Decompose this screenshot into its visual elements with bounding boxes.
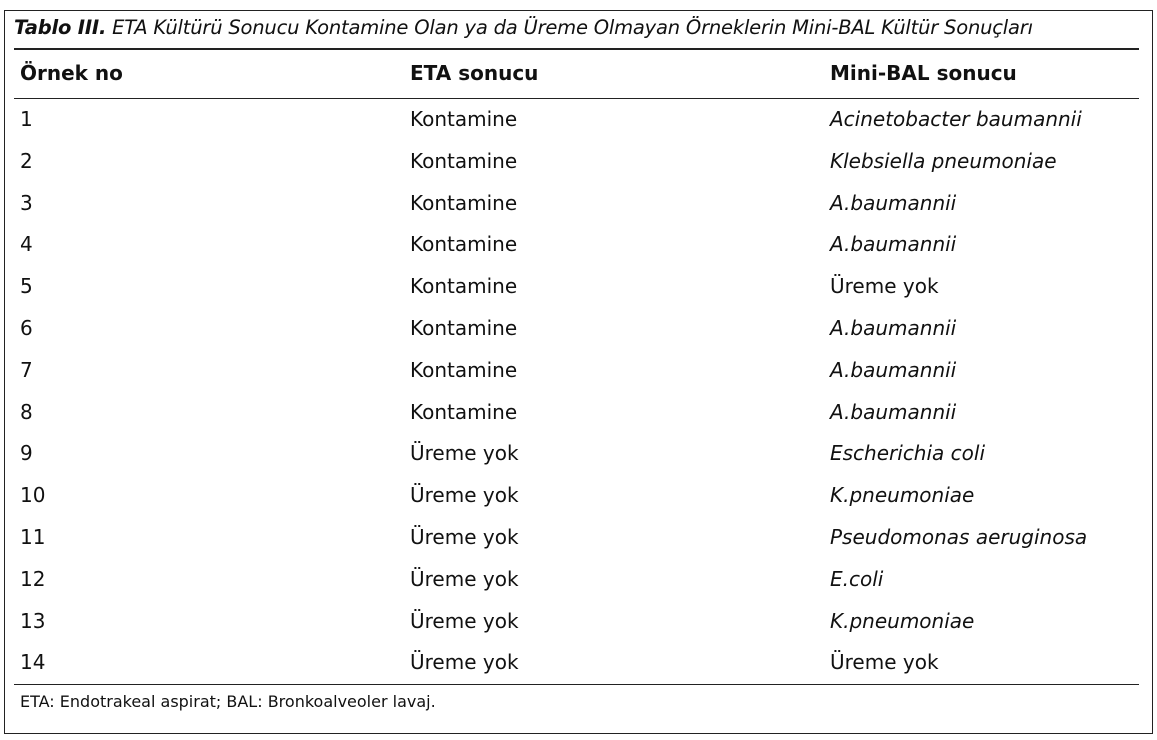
column-header-mini-bal-result: Mini-BAL sonucu <box>830 61 1017 85</box>
cell-mini-bal-result: K.pneumoniae <box>830 608 975 633</box>
table-body <box>0 98 1157 683</box>
table-row <box>0 182 1157 224</box>
cell-eta-result: Kontamine <box>410 107 518 131</box>
table-footnote: ETA: Endotrakeal aspirat; BAL: Bronkoalveoler lavaj. <box>20 692 436 711</box>
cell-eta-result: Üreme yok <box>410 566 519 591</box>
cell-mini-bal-result: E.coli <box>830 566 884 591</box>
cell-mini-bal-result: Acinetobacter baumannii <box>830 107 1082 131</box>
cell-mini-bal-result: A.baumannii <box>830 399 957 424</box>
cell-sample-no: 12 <box>20 566 46 591</box>
top-rule <box>14 48 1139 50</box>
cell-sample-no: 10 <box>20 483 46 508</box>
cell-eta-result: Kontamine <box>410 357 518 382</box>
cell-eta-result: Üreme yok <box>410 650 519 675</box>
cell-mini-bal-result: A.baumannii <box>830 357 957 382</box>
cell-eta-result: Kontamine <box>410 148 518 173</box>
table-row <box>0 98 1157 140</box>
table-caption <box>14 16 1149 39</box>
table-row <box>0 140 1157 182</box>
table-row <box>0 600 1157 642</box>
column-header-eta-result: ETA sonucu <box>410 61 539 85</box>
cell-eta-result: Kontamine <box>410 315 518 340</box>
cell-mini-bal-result: Üreme yok <box>830 274 939 299</box>
cell-sample-no: 8 <box>20 399 33 424</box>
table-row <box>0 349 1157 391</box>
table-row <box>0 265 1157 307</box>
cell-sample-no: 7 <box>20 357 33 382</box>
table-row <box>0 641 1157 683</box>
cell-sample-no: 9 <box>20 441 33 466</box>
table-row <box>0 307 1157 349</box>
cell-sample-no: 14 <box>20 650 46 675</box>
cell-sample-no: 2 <box>20 148 33 173</box>
cell-sample-no: 13 <box>20 608 46 633</box>
cell-sample-no: 4 <box>20 232 33 257</box>
cell-eta-result: Kontamine <box>410 232 518 257</box>
cell-mini-bal-result: A.baumannii <box>830 190 957 215</box>
cell-mini-bal-result: Escherichia coli <box>830 441 985 466</box>
cell-eta-result: Kontamine <box>410 274 518 299</box>
table-caption-label: Tablo III. <box>14 16 107 39</box>
table-row <box>0 516 1157 558</box>
cell-eta-result: Kontamine <box>410 190 518 215</box>
cell-mini-bal-result: Üreme yok <box>830 650 939 675</box>
cell-mini-bal-result: Pseudomonas aeruginosa <box>830 524 1088 549</box>
table-caption-text: ETA Kültürü Sonucu Kontamine Olan ya da Üreme Olmayan Örneklerin Mini-BAL Kültür Sonuçları <box>106 16 1033 39</box>
cell-eta-result: Üreme yok <box>410 608 519 633</box>
cell-eta-result: Üreme yok <box>410 483 519 508</box>
column-header-sample-no: Örnek no <box>20 61 123 85</box>
cell-mini-bal-result: A.baumannii <box>830 232 957 257</box>
cell-sample-no: 5 <box>20 274 33 299</box>
table-row <box>0 391 1157 433</box>
cell-sample-no: 1 <box>20 107 33 131</box>
cell-sample-no: 11 <box>20 524 46 549</box>
bottom-rule <box>14 684 1139 685</box>
table-row <box>0 223 1157 265</box>
cell-eta-result: Üreme yok <box>410 524 519 549</box>
cell-sample-no: 3 <box>20 190 33 215</box>
cell-eta-result: Kontamine <box>410 399 518 424</box>
cell-mini-bal-result: K.pneumoniae <box>830 483 975 508</box>
table-row <box>0 474 1157 516</box>
table-row <box>0 432 1157 474</box>
cell-mini-bal-result: A.baumannii <box>830 315 957 340</box>
cell-mini-bal-result: Klebsiella pneumoniae <box>830 148 1057 173</box>
table-row <box>0 558 1157 600</box>
cell-eta-result: Üreme yok <box>410 441 519 466</box>
cell-sample-no: 6 <box>20 315 33 340</box>
